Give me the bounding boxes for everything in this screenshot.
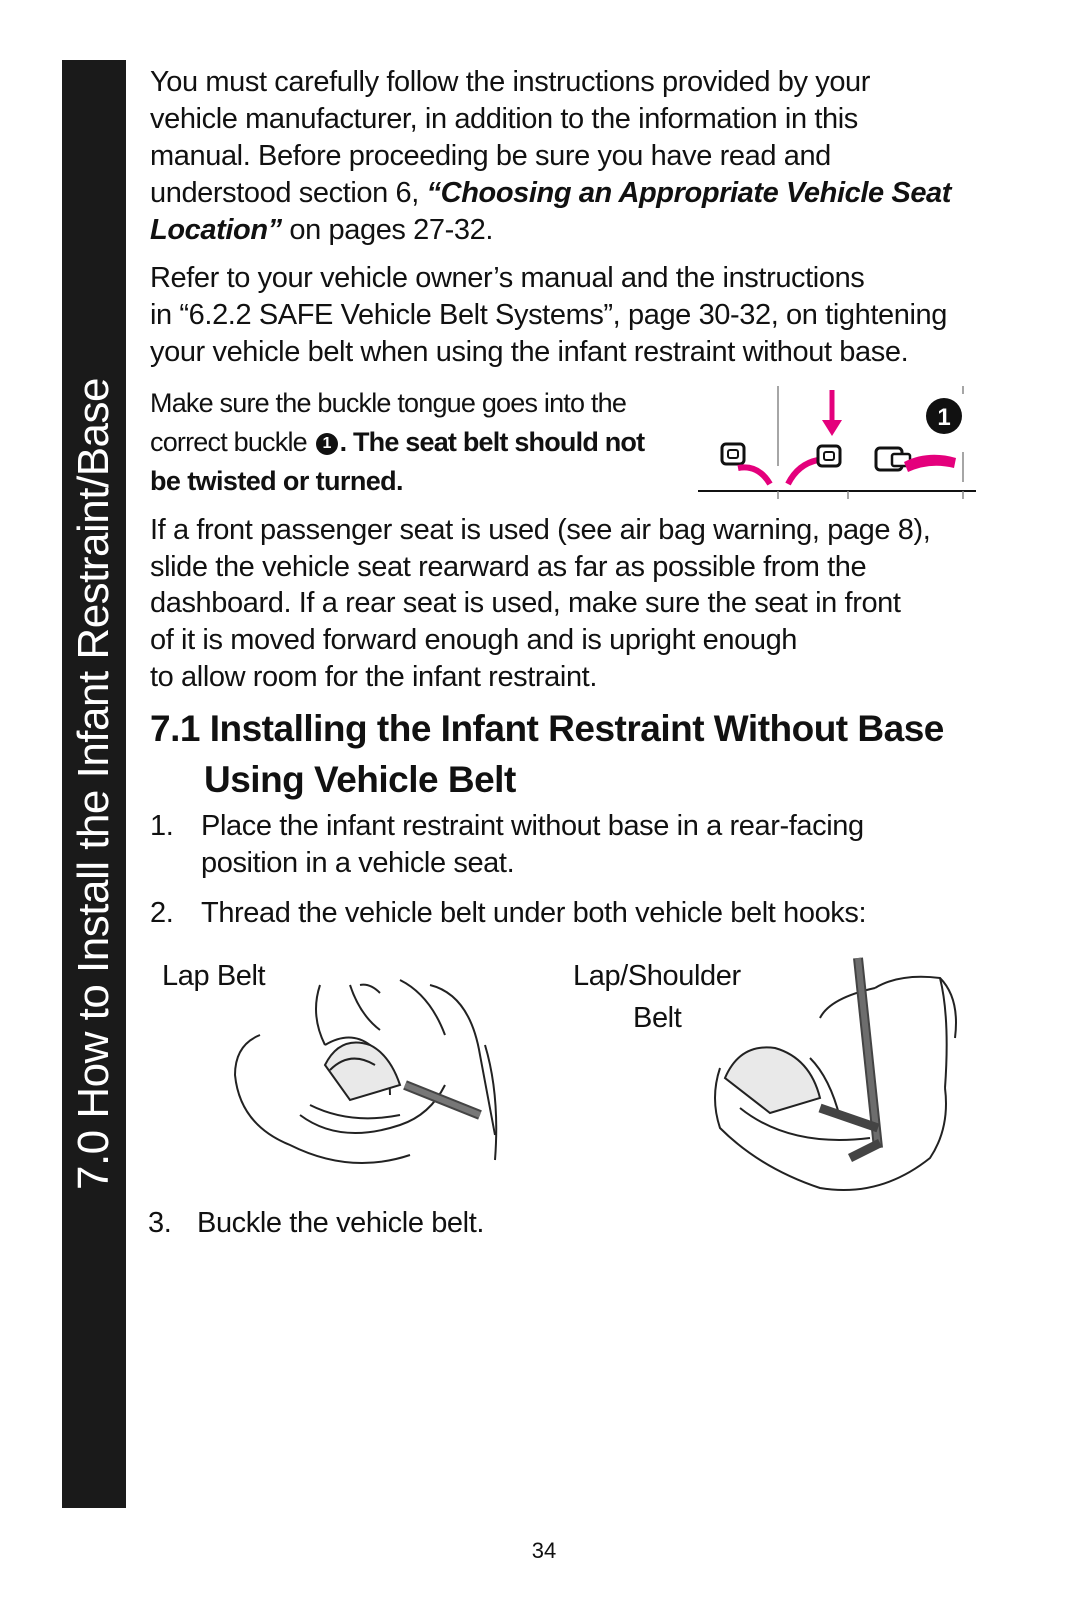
step-2-text: Thread the vehicle belt under both vehicle belt hooks: xyxy=(201,897,867,929)
lap-shoulder-label: Lap/Shoulder xyxy=(573,960,741,992)
step-3-number: 3. xyxy=(148,1207,172,1239)
intro-pages: on pages 27-32. xyxy=(281,214,494,246)
lap-belt-label: Lap Belt xyxy=(162,960,266,992)
front-seat-line-5: to allow room for the infant restraint. xyxy=(150,661,597,693)
front-seat-line-1: If a front passenger seat is used (see air bag warning, page 8), xyxy=(150,514,931,546)
buckle-line-3: be twisted or turned. xyxy=(150,466,403,496)
section-heading-cont: Using Vehicle Belt xyxy=(204,759,516,800)
front-seat-line-3: dashboard. If a rear seat is used, make sure the seat in front xyxy=(150,587,901,619)
refer-line-3: your vehicle belt when using the infant restraint without base. xyxy=(150,336,909,368)
lap-belt-illustration xyxy=(230,975,510,1175)
front-seat-line-2: slide the vehicle seat rearward as far as possible from the xyxy=(150,551,867,583)
intro-line-3: manual. Before proceeding be sure you have read and xyxy=(150,140,831,172)
intro-line-2: vehicle manufacturer, in addition to the information in this xyxy=(150,103,858,135)
lap-shoulder-label-cont: Belt xyxy=(633,1002,682,1034)
step-1-text-cont: position in a vehicle seat. xyxy=(201,847,515,879)
intro-line-4-text: understood section 6, xyxy=(150,177,427,209)
section-reference-end: Location” xyxy=(150,214,282,246)
buckle-illustration xyxy=(698,384,978,499)
step-3-text: Buckle the vehicle belt. xyxy=(197,1207,485,1239)
intro-line-1: You must carefully follow the instructions provided by your xyxy=(150,66,871,98)
refer-line-2: in “6.2.2 SAFE Vehicle Belt Systems”, page 30-32, on tightening xyxy=(150,299,947,331)
step-1-text: Place the infant restraint without base in a rear-facing xyxy=(201,810,864,842)
step-1-number: 1. xyxy=(150,810,174,842)
chapter-title: 7.0 How to Install the Infant Restraint/Base xyxy=(69,377,118,1191)
section-reference: “Choosing an Appropriate Vehicle Seat xyxy=(426,177,952,209)
figure-badge: 1 xyxy=(937,404,951,431)
side-tab xyxy=(62,60,126,1508)
intro-line-5 xyxy=(150,212,493,248)
lap-shoulder-belt-illustration xyxy=(700,958,970,1198)
buckle-line-1: Make sure the buckle tongue goes into the xyxy=(150,388,627,418)
intro-line-4 xyxy=(150,175,951,211)
front-seat-line-4: of it is moved forward enough and is upright enough xyxy=(150,624,798,656)
refer-line-1: Refer to your vehicle owner’s manual and the instructions xyxy=(150,262,865,294)
section-heading: 7.1 Installing the Infant Restraint Without Base xyxy=(150,708,944,749)
buckle-line-2-text: correct buckle xyxy=(150,427,314,457)
step-2-number: 2. xyxy=(150,897,174,929)
page-number: 34 xyxy=(531,1538,557,1563)
buckle-line-2 xyxy=(150,424,644,460)
warning-text: . The seat belt should not xyxy=(339,427,645,457)
numbered-badge: 1 xyxy=(316,433,338,455)
